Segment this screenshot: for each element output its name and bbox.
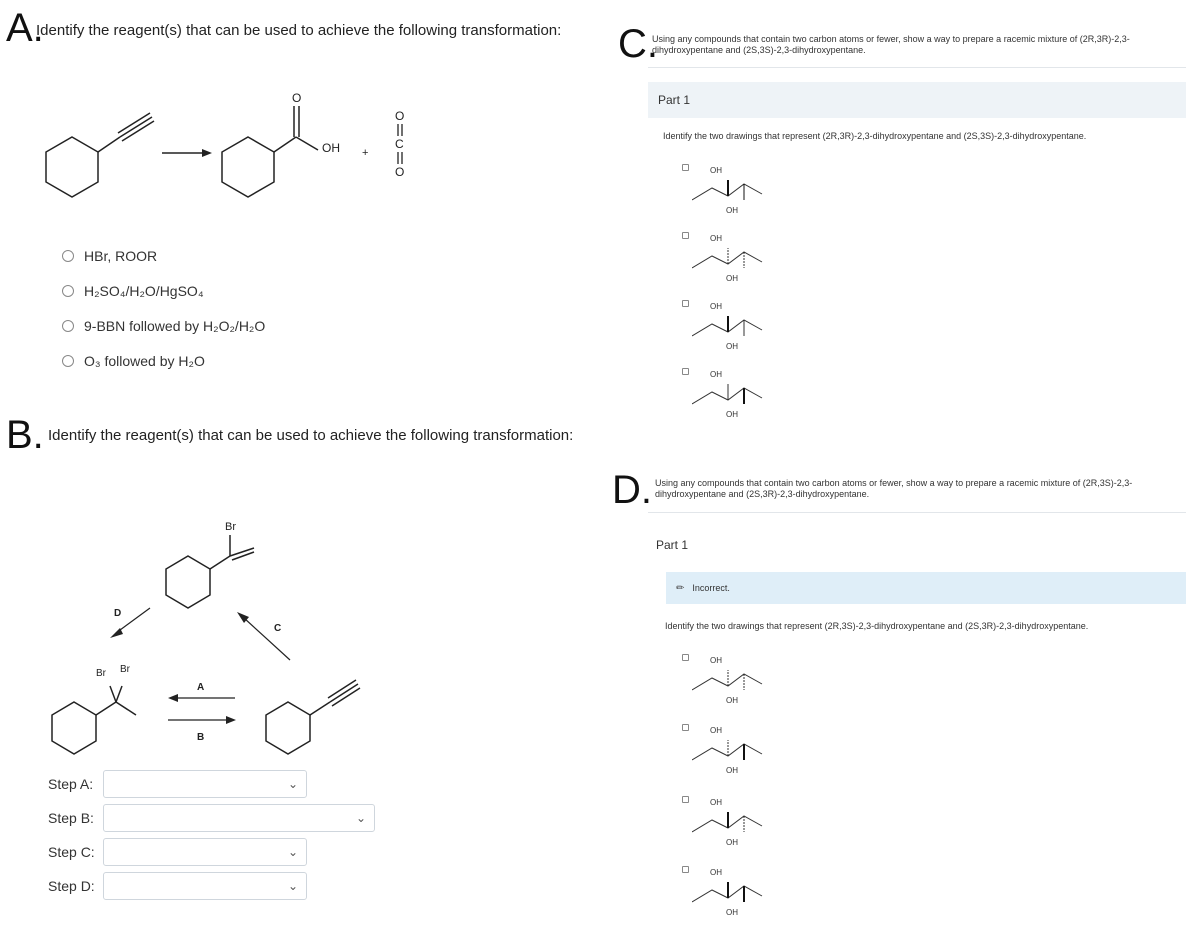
- option-h2so4-hgso4[interactable]: [62, 281, 265, 301]
- oh-label-bottom: OH: [726, 206, 738, 215]
- section-c-letter: C.: [618, 22, 658, 66]
- pentanediol-drawing: [692, 876, 782, 906]
- checkbox-icon[interactable]: [682, 300, 689, 307]
- eraser-icon: ✏: [676, 582, 685, 594]
- pentanediol-drawing: [692, 734, 782, 764]
- pentanediol-drawing: [692, 378, 782, 408]
- bromine-label-2: Br: [120, 664, 130, 675]
- checkbox-icon[interactable]: [682, 232, 689, 239]
- section-d-divider: [648, 512, 1186, 513]
- oh-label-top: OH: [710, 868, 722, 877]
- step-b-dropdown[interactable]: [103, 804, 375, 832]
- section-d-part-header: Part 1: [656, 538, 689, 552]
- arrow-label-a: A: [197, 682, 205, 693]
- section-d-letter: D.: [612, 468, 652, 512]
- checkbox-icon[interactable]: [682, 724, 689, 731]
- choice-c-3[interactable]: [682, 296, 802, 356]
- oh-label-bottom: OH: [726, 908, 738, 917]
- choice-d-2[interactable]: [682, 720, 802, 780]
- radio-icon[interactable]: [62, 355, 74, 367]
- radio-icon[interactable]: [62, 285, 74, 297]
- option-label: 9-BBN followed by H₂O₂/H₂O: [84, 318, 266, 334]
- choice-d-1[interactable]: [682, 650, 802, 710]
- checkbox-icon[interactable]: [682, 654, 689, 661]
- oh-label-bottom: OH: [726, 766, 738, 775]
- section-a-reaction-scheme: [0, 80, 440, 210]
- pentanediol-drawing: [692, 806, 782, 836]
- plus-sign: +: [362, 147, 369, 159]
- oh-label-bottom: OH: [726, 838, 738, 847]
- option-label: O₃ followed by H₂O: [84, 353, 205, 369]
- oh-label-bottom: OH: [726, 696, 738, 705]
- choice-c-1[interactable]: [682, 160, 802, 220]
- checkbox-icon[interactable]: [682, 866, 689, 873]
- section-c-instruction: Identify the two drawings that represent (2R,3R)-2,3-dihydroxypentane and (2S,3S)-2,3-dihydroxypentane.: [663, 131, 1087, 141]
- step-b-label: Step B:: [48, 810, 94, 826]
- chevron-down-icon: ⌄: [287, 879, 298, 893]
- co2-carbon: C: [395, 137, 404, 151]
- arrow-label-b: B: [197, 732, 205, 743]
- carbonyl-oxygen-label: O: [292, 91, 302, 105]
- arrow-c: [244, 618, 290, 660]
- step-d-label: Step D:: [48, 878, 95, 894]
- oh-label-top: OH: [710, 166, 722, 175]
- section-d-status-bar: [666, 572, 1186, 604]
- bromine-label-1: Br: [96, 668, 106, 679]
- vinyl-bromide-structure: [166, 535, 254, 608]
- oh-label-top: OH: [710, 726, 722, 735]
- option-ozone[interactable]: [62, 351, 265, 371]
- choice-d-3[interactable]: [682, 792, 802, 852]
- section-b-question: Identify the reagent(s) that can be used to achieve the following transformation:: [48, 427, 574, 444]
- oh-label-bottom: OH: [726, 410, 738, 419]
- radio-icon[interactable]: [62, 250, 74, 262]
- oh-label-top: OH: [710, 370, 722, 379]
- arrow-label-d: D: [114, 608, 122, 619]
- option-label: H₂SO₄/H₂O/HgSO₄: [84, 283, 204, 299]
- option-label: HBr, ROOR: [84, 248, 158, 264]
- step-d-row: [48, 872, 375, 900]
- alkyne-structure: [266, 680, 360, 754]
- section-d-choices: [682, 650, 802, 930]
- step-d-dropdown[interactable]: [103, 872, 307, 900]
- checkbox-icon[interactable]: [682, 164, 689, 171]
- section-a-options: [62, 246, 265, 371]
- radio-icon[interactable]: [62, 320, 74, 332]
- chevron-down-icon: ⌄: [287, 845, 298, 859]
- step-c-dropdown[interactable]: [103, 838, 307, 866]
- pentanediol-drawing: [692, 664, 782, 694]
- step-c-row: [48, 838, 375, 866]
- co2-oxygen-bottom: O: [395, 165, 405, 179]
- section-c-part-header: Part 1: [648, 82, 1186, 118]
- pentanediol-drawing: [692, 310, 782, 340]
- pentanediol-drawing: [692, 174, 782, 204]
- bromine-label-top: Br: [225, 521, 236, 533]
- option-hbr-roor[interactable]: [62, 246, 265, 266]
- section-d-instruction: Identify the two drawings that represent (2R,3S)-2,3-dihydroxypentane and (2S,3R)-2,3-dihydroxypentane.: [665, 621, 1089, 631]
- oh-label-top: OH: [710, 302, 722, 311]
- section-c-divider: [648, 67, 1186, 68]
- checkbox-icon[interactable]: [682, 796, 689, 803]
- checkbox-icon[interactable]: [682, 368, 689, 375]
- section-d-header: Using any compounds that contain two carbon atoms or fewer, show a way to prepare a racemic mixture of (2R,3S)-2,3-dihydroxypentane and (2S,3R)-2,3-dihydroxypentane.: [655, 478, 1133, 499]
- section-b-letter: B.: [6, 413, 44, 457]
- step-selectors: [48, 770, 375, 900]
- section-b-reaction-scheme: [40, 510, 400, 760]
- choice-c-4[interactable]: [682, 364, 802, 424]
- section-c-choices: [682, 160, 802, 430]
- cyclohexylpropyne-structure: [46, 113, 154, 197]
- status-text: Incorrect.: [692, 583, 730, 593]
- section-c-header: Using any compounds that contain two carbon atoms or fewer, show a way to prepare a racemic mixture of (2R,3R)-2,3-dihydroxypentane and (2S,3S)-2,3-dihydroxypentane.: [652, 34, 1130, 55]
- chevron-down-icon: ⌄: [355, 811, 366, 825]
- oh-label-top: OH: [710, 234, 722, 243]
- oh-label-bottom: OH: [726, 342, 738, 351]
- step-b-row: [48, 804, 375, 832]
- oh-label-top: OH: [710, 656, 722, 665]
- co2-oxygen-top: O: [395, 109, 405, 123]
- choice-d-4[interactable]: [682, 862, 802, 922]
- step-a-dropdown[interactable]: [103, 770, 307, 798]
- arrow-label-c: C: [274, 623, 282, 634]
- dibromide-structure: [52, 686, 136, 754]
- step-a-label: Step A:: [48, 776, 94, 792]
- step-c-label: Step C:: [48, 844, 95, 860]
- hydroxyl-label: OH: [322, 141, 340, 155]
- oh-label-bottom: OH: [726, 274, 738, 283]
- section-a-letter: A.: [6, 6, 44, 50]
- choice-c-2[interactable]: [682, 228, 802, 288]
- pentanediol-drawing: [692, 242, 782, 272]
- oh-label-top: OH: [710, 798, 722, 807]
- section-a-question: Identify the reagent(s) that can be used to achieve the following transformation:: [36, 22, 562, 39]
- step-a-row: [48, 770, 375, 798]
- cyclohexylacetic-acid-structure: [222, 106, 318, 197]
- chevron-down-icon: ⌄: [287, 777, 298, 791]
- option-9bbn[interactable]: [62, 316, 265, 336]
